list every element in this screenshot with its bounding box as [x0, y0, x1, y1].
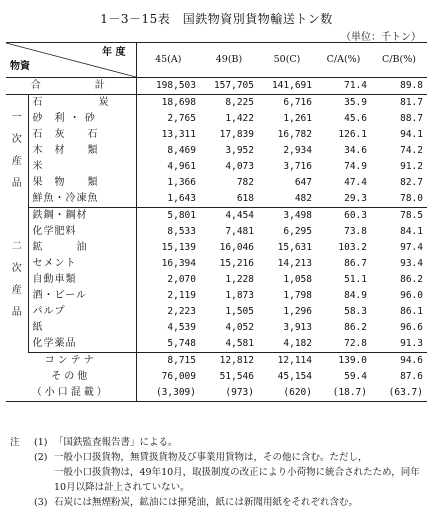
- row-label: コンテナ: [6, 353, 136, 370]
- table-cell: 6,716: [283, 97, 312, 108]
- table-row: [6, 111, 427, 127]
- table-cell: 4,073: [225, 161, 254, 172]
- note-item: [10, 495, 425, 510]
- row-label: 石 炭: [28, 95, 136, 112]
- notes: [10, 435, 425, 510]
- row-label: 酒・ビール: [28, 288, 136, 304]
- table-cell: 7,481: [225, 226, 254, 237]
- table-row: [6, 240, 427, 256]
- group-label-char: 産: [11, 285, 22, 296]
- column-header: 50(C): [258, 43, 316, 78]
- table-cell: 8,225: [225, 97, 254, 108]
- table-row: [6, 191, 427, 208]
- table-cell: 86.7: [344, 258, 367, 269]
- table-cell: 2,070: [167, 274, 196, 285]
- table-cell: 45.6: [344, 113, 367, 124]
- table-cell: 86.1: [400, 306, 423, 317]
- table-cell: 1,422: [225, 113, 254, 124]
- row-label: セメント: [28, 256, 136, 272]
- table-cell: 8,469: [167, 145, 196, 156]
- table-cell: 618: [200, 191, 258, 208]
- table-cell: 2,934: [283, 145, 312, 156]
- table-cell: 4,581: [200, 336, 258, 353]
- header-corner: [6, 43, 136, 78]
- unit-label: （単位：千トン）: [341, 32, 421, 43]
- table-cell: 91.3: [371, 336, 427, 353]
- table-cell: 51.1: [344, 274, 367, 285]
- note-text: 一般小口扱貨物，無賃扱貨物及び事業用貨物は，その他に含む。ただし，: [54, 452, 368, 463]
- row-label: 紙: [28, 320, 136, 336]
- table-cell: 74.2: [400, 145, 423, 156]
- note-index: (3): [34, 497, 48, 508]
- note-marker: [10, 450, 34, 465]
- table-cell: 198,503: [136, 78, 200, 95]
- note-index: (1): [34, 437, 48, 448]
- table-row: [6, 175, 427, 191]
- group-label-char: 一: [11, 112, 22, 124]
- table-cell: 78.0: [371, 191, 427, 208]
- column-header: 45(A): [136, 43, 200, 78]
- table-cell: 782: [236, 177, 254, 188]
- column-header: 49(B): [200, 43, 258, 78]
- note-marker: 注: [10, 437, 20, 448]
- table-cell: 1,296: [283, 306, 312, 317]
- table-cell: 73.8: [344, 226, 367, 237]
- table-cell: 16,046: [219, 242, 254, 253]
- table-row: [6, 288, 427, 304]
- table-cell: 4,961: [167, 161, 196, 172]
- table-cell: 89.8: [371, 78, 427, 95]
- group-label-char: 品: [11, 307, 22, 318]
- table-cell: 3,952: [225, 145, 254, 156]
- table-cell: 86.2: [400, 274, 423, 285]
- row-label: 化学肥料: [28, 224, 136, 240]
- note-marker: [10, 465, 34, 495]
- row-label: パルプ: [28, 304, 136, 320]
- row-label: 果 物 類: [28, 175, 136, 191]
- row-label: 米: [28, 159, 136, 175]
- table-cell: 15,216: [219, 258, 254, 269]
- table-cell: 3,498: [283, 210, 312, 221]
- table-cell: 4,454: [225, 210, 254, 221]
- group-label-char: 次: [11, 134, 22, 146]
- table-cell: 71.4: [316, 78, 371, 95]
- table-cell: 8,533: [167, 226, 196, 237]
- table-cell: 2,765: [167, 113, 196, 124]
- group-label-char: 品: [11, 178, 22, 190]
- table-cell: 84.9: [344, 290, 367, 301]
- table-cell: 6,295: [283, 226, 312, 237]
- table-cell: 5,801: [167, 210, 196, 221]
- table-cell: 15,139: [161, 242, 196, 253]
- table-cell: 5,748: [136, 336, 200, 353]
- table-cell: 3,716: [283, 161, 312, 172]
- table-cell: 1,798: [283, 290, 312, 301]
- table-row: [6, 320, 427, 336]
- table-cell: 58.3: [344, 306, 367, 317]
- table-cell: 94.1: [400, 129, 423, 140]
- table-row: [6, 95, 427, 112]
- column-header: C/A(%): [316, 43, 371, 78]
- note-item: [10, 435, 425, 450]
- note-text: 「国鉄監査報告書」による。: [54, 437, 178, 448]
- table-cell: 12,812: [219, 355, 254, 366]
- row-label: 鮮魚・冷凍魚: [28, 191, 136, 208]
- note-item: [10, 465, 425, 495]
- table-row: [6, 304, 427, 320]
- row-label: 砂 利 ・ 砂: [28, 111, 136, 127]
- table-row: [6, 224, 427, 240]
- table-cell: 1,643: [136, 191, 200, 208]
- table-cell: 17,839: [219, 129, 254, 140]
- table-cell: 72.8: [316, 336, 371, 353]
- table-cell: 139.0: [338, 355, 367, 366]
- group-label: [6, 95, 28, 208]
- table-cell: 51,546: [219, 371, 254, 382]
- note-text: 石炭には無煙粉炭，鉱油には揮発油，紙には新聞用紙をそれぞれ含む。: [54, 497, 359, 508]
- table-cell: 96.6: [400, 322, 423, 333]
- table-cell: 141,691: [258, 78, 316, 95]
- table-cell: 482: [258, 191, 316, 208]
- table-cell: 59.4: [344, 371, 367, 382]
- table-cell: 96.0: [400, 290, 423, 301]
- table-cell: 647: [294, 177, 312, 188]
- total-row: [6, 78, 427, 95]
- table-cell: 12,114: [277, 355, 312, 366]
- year-header: 年 度: [102, 47, 126, 58]
- table-cell: 93.4: [400, 258, 423, 269]
- table-cell: 126.1: [338, 129, 367, 140]
- table-body: [6, 78, 427, 402]
- table-title: 1－3－15表 国鉄物資別貨物輸送トン数: [100, 12, 333, 26]
- table-cell: 4,052: [225, 322, 254, 333]
- item-header: 物資: [10, 61, 30, 72]
- table-cell: (3,309): [136, 385, 200, 402]
- group-label-char: 次: [11, 263, 22, 274]
- row-label: 石 灰 石: [28, 127, 136, 143]
- table-cell: 86.2: [344, 322, 367, 333]
- table-cell: 14,213: [277, 258, 312, 269]
- table-row: [6, 256, 427, 272]
- table-row: [6, 336, 427, 353]
- table-cell: 74.9: [344, 161, 367, 172]
- table-cell: 1,261: [283, 113, 312, 124]
- row-label: 鉄鋼・鋼材: [28, 208, 136, 225]
- row-label: （小口混載）: [6, 385, 136, 402]
- table-cell: 87.6: [400, 371, 423, 382]
- table-cell: 47.4: [344, 177, 367, 188]
- table-cell: 16,394: [161, 258, 196, 269]
- table-cell: 91.2: [400, 161, 423, 172]
- table-row: [6, 272, 427, 288]
- table-cell: (973): [200, 385, 258, 402]
- table-cell: 84.1: [400, 226, 423, 237]
- table-cell: 13,311: [161, 129, 196, 140]
- table-cell: 82.7: [400, 177, 423, 188]
- table-row: [6, 159, 427, 175]
- row-label: 自動車類: [28, 272, 136, 288]
- row-label: 化学薬品: [28, 336, 136, 353]
- table-cell: 35.9: [344, 97, 367, 108]
- note-text: 一般小口扱貨物は，49年10月，取扱制度の改正により小荷物に統合されたため，同年10月以降は計上されていない。: [54, 467, 420, 493]
- row-label: 木 材 類: [28, 143, 136, 159]
- table-cell: 94.6: [400, 355, 423, 366]
- table-cell: 81.7: [400, 97, 423, 108]
- note-marker: [10, 495, 34, 510]
- table-cell: 2,223: [167, 306, 196, 317]
- table-cell: 1,366: [167, 177, 196, 188]
- group-label-char: 二: [11, 241, 22, 252]
- row-label: 鉱 油: [28, 240, 136, 256]
- table-cell: 60.3: [344, 210, 367, 221]
- table-cell: 1,505: [225, 306, 254, 317]
- table-row: [6, 385, 427, 402]
- table-cell: 2,119: [167, 290, 196, 301]
- table-cell: (18.7): [316, 385, 371, 402]
- table-cell: 34.6: [344, 145, 367, 156]
- table-cell: 157,705: [200, 78, 258, 95]
- table-cell: 103.2: [338, 242, 367, 253]
- table-row: [6, 353, 427, 370]
- table-cell: 29.3: [316, 191, 371, 208]
- note-item: [10, 450, 425, 465]
- freight-table: [6, 42, 427, 402]
- row-label: その他: [6, 369, 136, 385]
- table-cell: 18,698: [161, 97, 196, 108]
- table-cell: 15,631: [277, 242, 312, 253]
- group-label-char: 産: [11, 156, 22, 168]
- table-row: [6, 143, 427, 159]
- table-cell: 76,009: [161, 371, 196, 382]
- total-label: 合 計: [6, 78, 136, 95]
- table-cell: 45,154: [277, 371, 312, 382]
- table-cell: 4,539: [167, 322, 196, 333]
- table-cell: 1,228: [225, 274, 254, 285]
- table-row: [6, 369, 427, 385]
- table-cell: 88.7: [400, 113, 423, 124]
- table-cell: 3,913: [283, 322, 312, 333]
- group-label: [6, 208, 28, 353]
- table-cell: (620): [258, 385, 316, 402]
- table-cell: 8,715: [167, 355, 196, 366]
- table-cell: 1,873: [225, 290, 254, 301]
- note-index: [34, 465, 54, 495]
- note-index: (2): [34, 452, 48, 463]
- table-cell: (63.7): [371, 385, 427, 402]
- table-cell: 78.5: [400, 210, 423, 221]
- table-row: [6, 208, 427, 225]
- table-cell: 4,182: [258, 336, 316, 353]
- table-cell: 16,782: [277, 129, 312, 140]
- table-cell: 97.4: [400, 242, 423, 253]
- table-cell: 1,058: [283, 274, 312, 285]
- table-row: [6, 127, 427, 143]
- column-header: C/B(%): [371, 43, 427, 78]
